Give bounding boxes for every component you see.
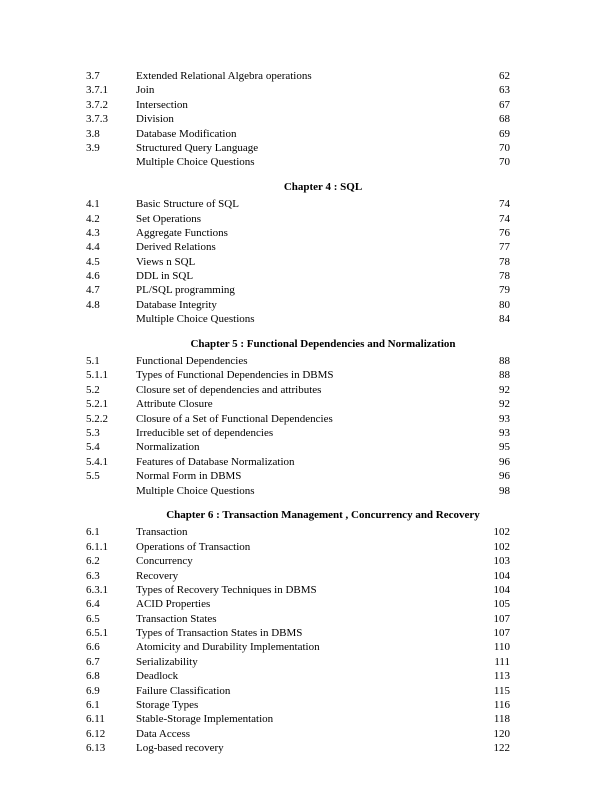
section-title: Division [136, 113, 174, 126]
toc-entry [86, 127, 510, 141]
section-number: 6.6 [86, 641, 100, 654]
toc-entry [86, 298, 510, 312]
page-number: 104 [493, 569, 510, 582]
toc-entry [86, 426, 510, 440]
section-title: Intersection [136, 98, 188, 111]
section-number: 3.7 [86, 70, 100, 82]
page-number: 107 [493, 627, 510, 640]
section-number: 6.5 [86, 612, 100, 625]
section-title: Storage Types [136, 699, 199, 712]
toc-entry [86, 569, 510, 583]
toc-entry [86, 98, 510, 112]
toc-entry [86, 540, 510, 554]
page-number: 96 [499, 455, 510, 468]
section-title: Features of Database Normalization [136, 455, 295, 468]
section-number: 5.5 [86, 470, 100, 483]
page-number: 80 [499, 298, 510, 311]
page-number: 96 [499, 470, 510, 483]
section-title: Operations of Transaction [136, 540, 251, 553]
section-number: 5.3 [86, 426, 100, 439]
page-number: 111 [494, 655, 510, 668]
toc-entry [86, 83, 510, 97]
section-title: Closure set of dependencies and attributes [136, 383, 322, 396]
section-number: 3.7.2 [86, 98, 108, 111]
section-number: 6.3.1 [86, 583, 108, 596]
section-title: Multiple Choice Questions [136, 313, 255, 326]
page-number: 110 [493, 641, 510, 654]
toc-entry [86, 669, 510, 683]
page-number: 84 [499, 313, 510, 326]
page-number: 67 [499, 98, 510, 111]
section-number: 4.6 [86, 270, 100, 283]
toc-entry [86, 640, 510, 654]
toc-entry [86, 354, 510, 368]
section-title: Serializability [136, 655, 198, 668]
page-number: 78 [499, 255, 510, 268]
section-number: 5.4 [86, 441, 100, 454]
page-number: 62 [499, 70, 510, 82]
section-number: 5.2.2 [86, 412, 108, 425]
section-number: 4.8 [86, 298, 100, 311]
toc-entry [86, 554, 510, 568]
page-number: 102 [493, 540, 510, 553]
page-number: 103 [493, 555, 510, 568]
toc-entry [86, 269, 510, 283]
toc-entry [86, 155, 510, 169]
page-number: 95 [499, 441, 510, 454]
section-title: Normal Form in DBMS [136, 470, 242, 483]
section-title: Failure Classification [136, 684, 231, 697]
section-number: 4.5 [86, 255, 100, 268]
section-title: Multiple Choice Questions [136, 156, 255, 169]
toc-entry [86, 525, 510, 539]
section-title: PL/SQL programming [136, 284, 235, 297]
section-number: 6.5.1 [86, 627, 108, 640]
page-number: 122 [493, 742, 510, 755]
page-number: 116 [493, 699, 510, 712]
section-number: 6.2 [86, 555, 100, 568]
section-number: 5.2.1 [86, 398, 108, 411]
section-title: Recovery [136, 569, 179, 582]
section-number: 5.1.1 [86, 369, 108, 382]
toc-entry [86, 69, 510, 83]
page-number: 120 [493, 727, 510, 740]
toc-entry [86, 741, 510, 755]
toc-entry [86, 368, 510, 382]
section-title: Transaction States [136, 612, 217, 625]
page-number: 70 [499, 141, 510, 154]
section-title: Closure of a Set of Functional Dependencies [136, 412, 333, 425]
toc-entry [86, 412, 510, 426]
section-title: Basic Structure of SQL [136, 198, 239, 211]
section-title: Functional Dependencies [136, 355, 248, 368]
page-number: 93 [499, 426, 510, 439]
page-number: 77 [499, 241, 510, 254]
page-number: 92 [499, 398, 510, 411]
page-number: 118 [493, 713, 510, 726]
section-title: ACID Properties [136, 598, 211, 611]
toc-entry [86, 397, 510, 411]
toc-entry [86, 197, 510, 211]
page-number: 63 [499, 84, 510, 97]
page-number: 104 [493, 583, 510, 596]
page-number: 92 [499, 383, 510, 396]
toc-entry [86, 597, 510, 611]
section-title: Log-based recovery [136, 742, 224, 755]
page-number: 105 [493, 598, 510, 611]
section-number: 6.7 [86, 655, 100, 668]
chapter-heading: Chapter 5 : Functional Dependencies and Normalization [190, 337, 456, 350]
page-number: 107 [493, 612, 510, 625]
toc-entry [86, 727, 510, 741]
page-number: 88 [499, 369, 510, 382]
section-number: 5.1 [86, 355, 100, 368]
page-number: 93 [499, 412, 510, 425]
page-number: 113 [493, 670, 510, 683]
toc-entry [86, 440, 510, 454]
section-title: Attribute Closure [136, 398, 213, 411]
toc-entry [86, 583, 510, 597]
section-number: 3.7.3 [86, 113, 108, 126]
toc-entry [86, 484, 510, 498]
section-title: Aggregate Functions [136, 226, 228, 239]
toc-entry [86, 212, 510, 226]
toc-entry [86, 469, 510, 483]
page-number: 74 [499, 198, 510, 211]
toc-entry [86, 240, 510, 254]
section-number: 4.4 [86, 241, 100, 254]
section-title: Set Operations [136, 212, 202, 225]
page-number: 88 [499, 355, 510, 368]
page-number: 102 [493, 526, 510, 539]
section-number: 6.8 [86, 670, 100, 683]
section-title: Database Modification [136, 127, 237, 140]
section-number: 6.9 [86, 684, 100, 697]
page-number: 69 [499, 127, 510, 140]
section-number: 6.13 [86, 742, 106, 755]
toc-entry [86, 383, 510, 397]
toc-entry [86, 255, 510, 269]
toc-entry [86, 283, 510, 297]
toc-entry [86, 712, 510, 726]
section-number: 4.1 [86, 198, 100, 211]
section-title: Types of Transaction States in DBMS [136, 627, 303, 640]
section-title: Irreducible set of dependencies [136, 426, 274, 439]
section-number: 5.2 [86, 383, 100, 396]
chapter-heading: Chapter 4 : SQL [283, 180, 363, 193]
page-number: 68 [499, 113, 510, 126]
section-title: Normalization [136, 441, 200, 454]
section-number: 3.7.1 [86, 84, 108, 97]
section-number: 6.11 [86, 713, 105, 726]
section-number: 5.4.1 [86, 455, 108, 468]
section-title: Derived Relations [136, 241, 216, 254]
section-number: 3.8 [86, 127, 100, 140]
toc-entry [86, 455, 510, 469]
chapter-heading: Chapter 6 : Transaction Management , Concurrency and Recovery [166, 508, 480, 521]
section-title: DDL in SQL [136, 270, 194, 283]
section-number: 6.3 [86, 569, 100, 582]
section-number: 3.9 [86, 141, 100, 154]
section-title: Multiple Choice Questions [136, 484, 255, 497]
toc-entry [86, 655, 510, 669]
page-number: 74 [499, 212, 510, 225]
section-title: Types of Functional Dependencies in DBMS [136, 369, 334, 382]
section-number: 6.4 [86, 598, 100, 611]
page-number: 98 [499, 484, 510, 497]
section-title: Structured Query Language [136, 141, 259, 154]
page-number: 76 [499, 226, 510, 239]
section-title: Join [136, 84, 155, 97]
section-title: Extended Relational Algebra operations [136, 70, 312, 82]
section-number: 4.2 [86, 212, 100, 225]
page-number: 79 [499, 284, 510, 297]
section-title: Transaction [136, 526, 188, 539]
section-title: Database Integrity [136, 298, 217, 311]
toc-entry [86, 684, 510, 698]
section-number: 4.3 [86, 226, 100, 239]
section-title: Stable-Storage Implementation [136, 713, 274, 726]
section-number: 6.1.1 [86, 540, 108, 553]
table-of-contents [86, 69, 510, 756]
page-number: 115 [493, 684, 510, 697]
page-number: 78 [499, 270, 510, 283]
section-number: 6.12 [86, 727, 106, 740]
section-title: Deadlock [136, 670, 179, 683]
section-number: 4.7 [86, 284, 100, 297]
toc-entry [86, 626, 510, 640]
section-title: Data Access [136, 727, 191, 740]
toc-entry [86, 112, 510, 126]
section-title: Views n SQL [136, 255, 196, 268]
toc-entry [86, 312, 510, 326]
toc-entry [86, 612, 510, 626]
toc-entry [86, 226, 510, 240]
section-number: 6.1 [86, 526, 100, 539]
section-title: Atomicity and Durability Implementation [136, 641, 320, 654]
section-number: 6.1 [86, 699, 100, 712]
section-title: Types of Recovery Techniques in DBMS [136, 583, 317, 596]
section-title: Concurrency [136, 555, 193, 568]
toc-entry [86, 141, 510, 155]
page-number: 70 [499, 156, 510, 169]
toc-entry [86, 698, 510, 712]
